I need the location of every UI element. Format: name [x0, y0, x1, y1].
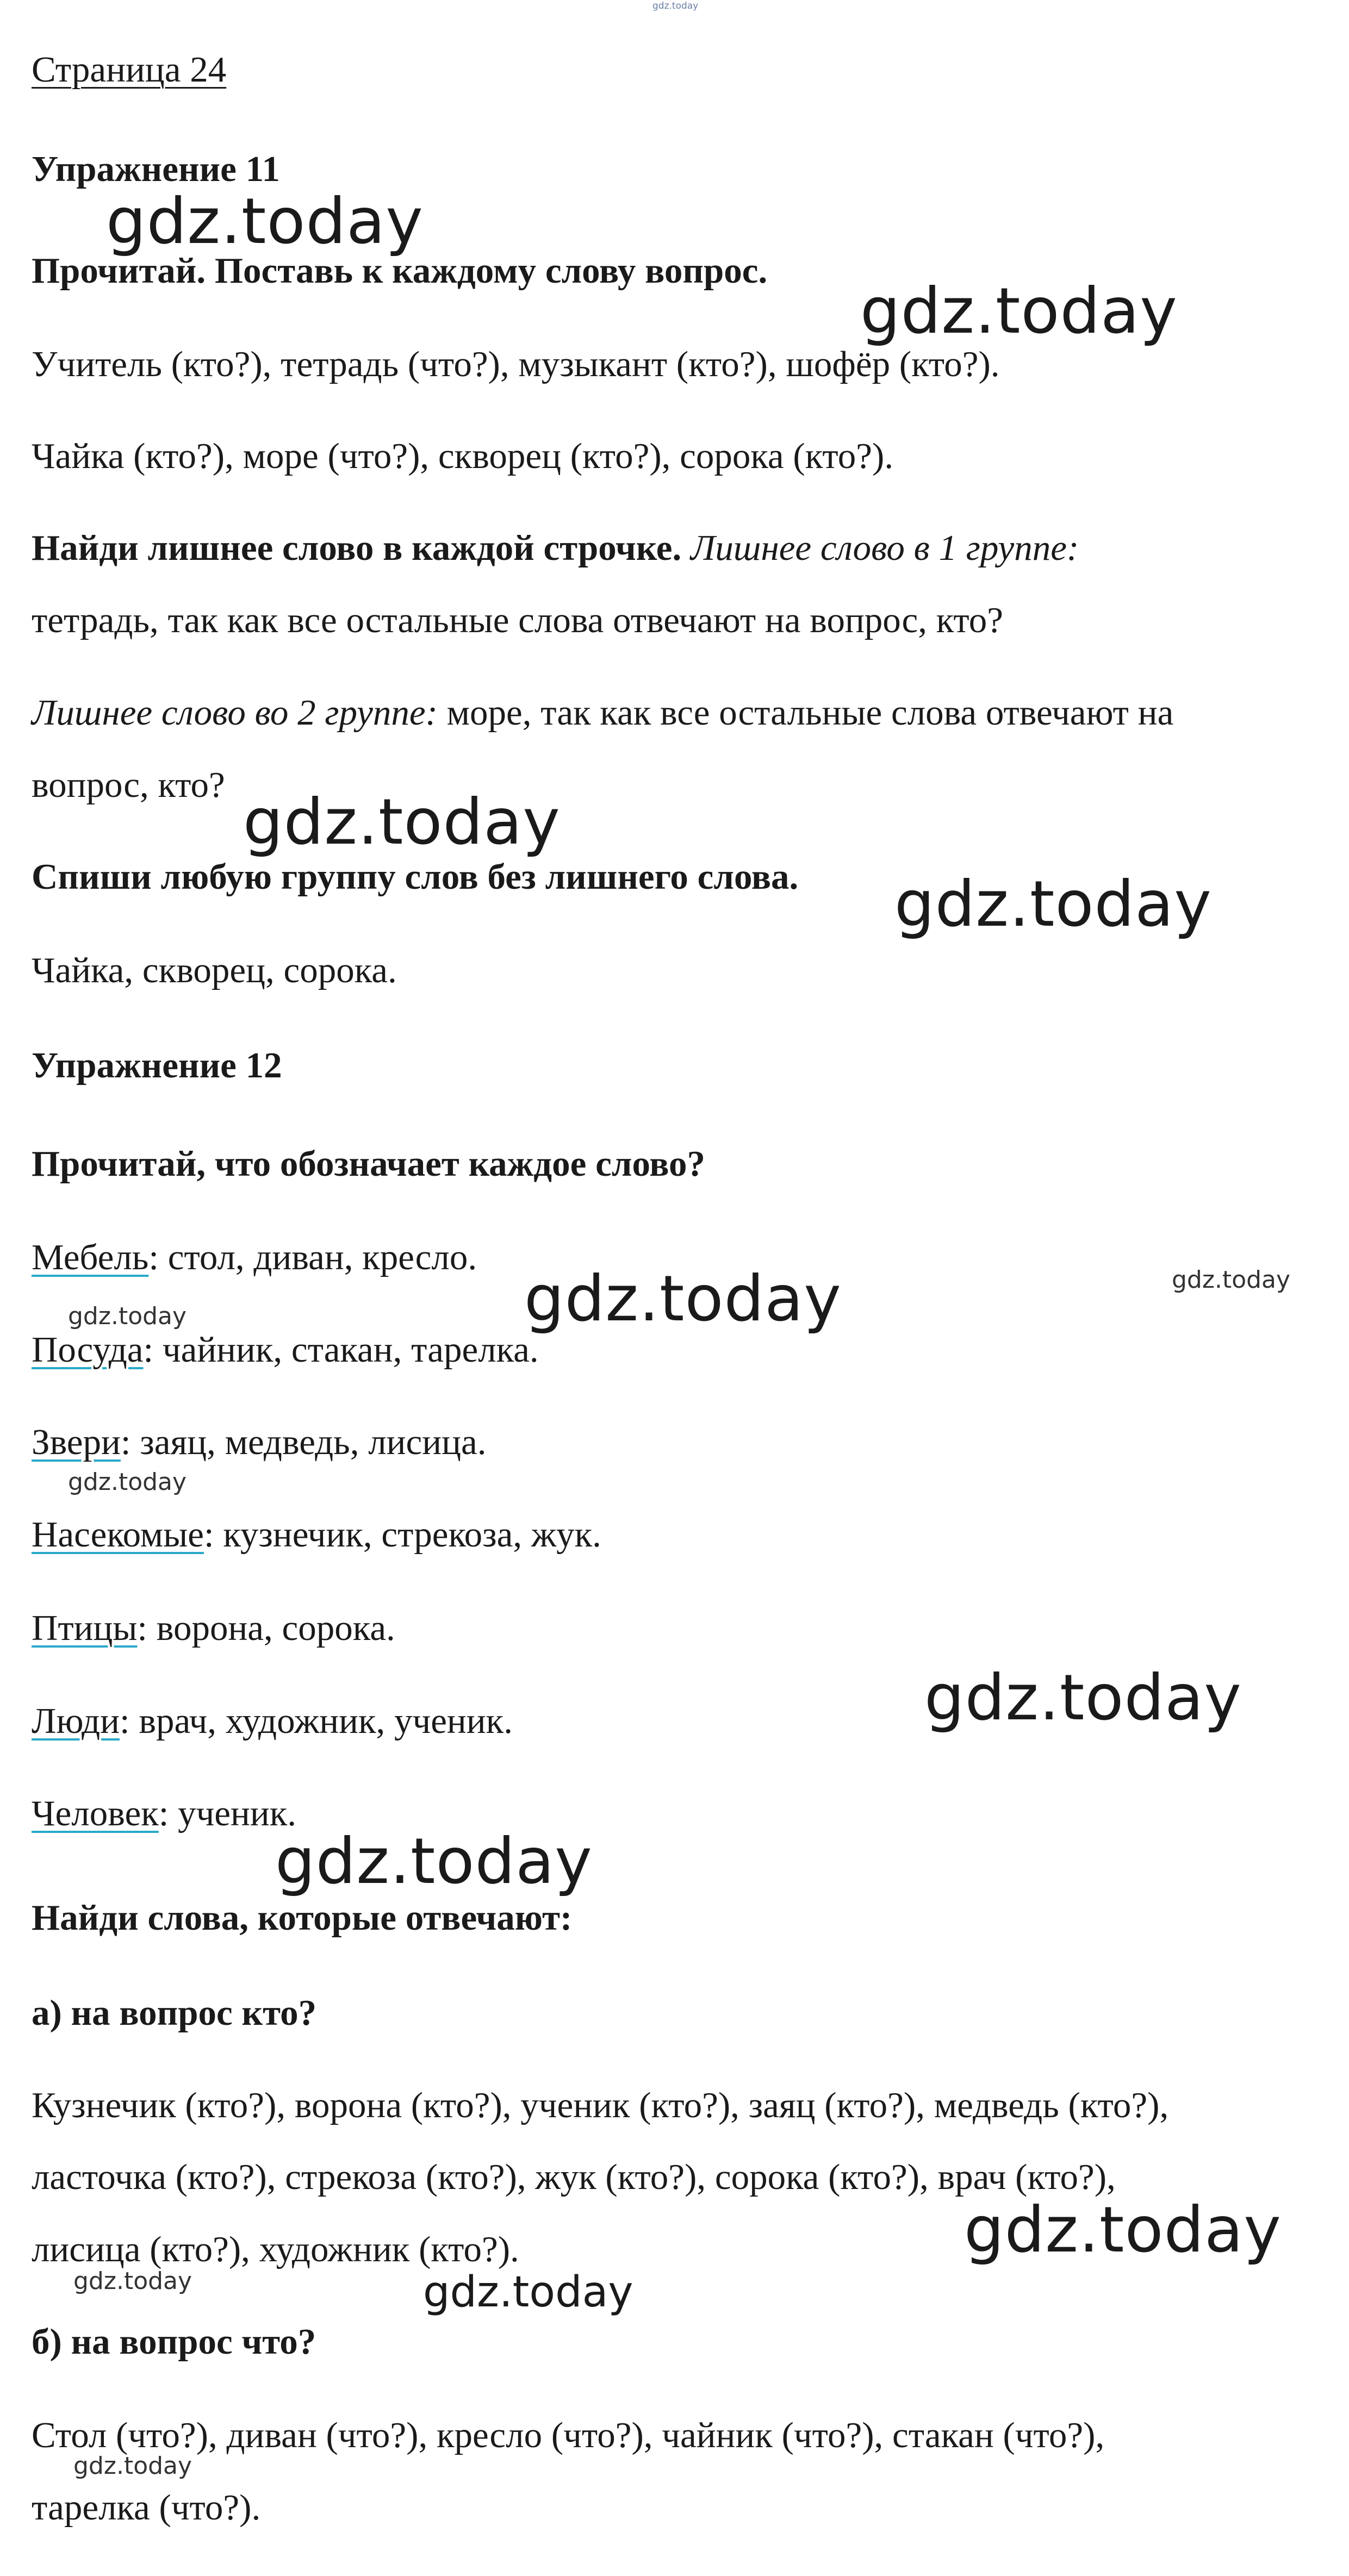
term-definition: : ученик.	[158, 1793, 297, 1833]
watermark-small: gdz.today	[68, 1302, 187, 1330]
answer-2-text: море, так как все остальные слова отвечают на	[446, 693, 1174, 733]
list-item	[32, 1239, 477, 1276]
term-link[interactable]: Посуда	[32, 1330, 144, 1370]
sub-a-line-1: Кузнечик (кто?), ворона (кто?), ученик (кто?), заяц (кто?), медведь (кто?),	[32, 2085, 1169, 2125]
exercise-11-answer-2-cont: вопрос, кто?	[32, 765, 225, 805]
list-item	[32, 1514, 601, 1555]
exercise-11-line-1: Учитель (кто?), тетрадь (что?), музыкант (кто?), шофёр (кто?).	[32, 344, 1000, 384]
list-item	[32, 1610, 395, 1646]
watermark-large: gdz.today	[894, 868, 1212, 941]
exercise-12-task-2: Найди слова, которые отвечают:	[32, 1898, 573, 1938]
list-item	[32, 1424, 486, 1461]
list-item	[32, 1703, 513, 1739]
term-definition: : врач, художник, ученик.	[120, 1701, 513, 1741]
watermark-large: gdz.today	[860, 275, 1178, 348]
term-link[interactable]: Звери	[32, 1422, 121, 1462]
list-item	[32, 1332, 539, 1368]
term-definition: : заяц, медведь, лисица.	[120, 1422, 487, 1462]
answer-2-italic: Лишнее слово во 2 группе:	[32, 693, 438, 733]
sub-a-line-2: ласточка (кто?), стрекоза (кто?), жук (кто?), сорока (кто?), врач (кто?),	[32, 2157, 1116, 2197]
exercise-12-title: Упражнение 12	[32, 1045, 282, 1086]
term-definition: : стол, диван, кресло.	[148, 1237, 477, 1277]
watermark-large: gdz.today	[924, 1661, 1242, 1735]
watermark-large: gdz.today	[524, 1262, 842, 1336]
sub-a-line-3: лисица (кто?), художник (кто?).	[32, 2229, 519, 2269]
exercise-12-sub-b: б) на вопрос что?	[32, 2322, 316, 2362]
exercise-12-sub-a: а) на вопрос кто?	[32, 1993, 317, 2033]
task-2-italic: Лишнее слово в 1 группе:	[691, 528, 1079, 568]
watermark-small: gdz.today	[1172, 1266, 1291, 1294]
sub-b-line-1: Стол (что?), диван (что?), кресло (что?), чайник (что?), стакан (что?),	[32, 2415, 1105, 2455]
watermark-small: gdz.today	[68, 1468, 187, 1496]
term-link[interactable]: Насекомые	[32, 1514, 204, 1555]
exercise-11-title: Упражнение 11	[32, 149, 280, 189]
term-link[interactable]: Люди	[32, 1701, 120, 1741]
exercise-11-answer-1: тетрадь, так как все остальные слова отвечают на вопрос, кто?	[32, 600, 1004, 640]
exercise-11-task-2	[32, 530, 1079, 566]
watermark-large: gdz.today	[106, 185, 424, 258]
exercise-11-line-2: Чайка (кто?), море (что?), скворец (кто?), сорока (кто?).	[32, 436, 894, 476]
term-link[interactable]: Птицы	[32, 1608, 138, 1648]
exercise-11-task-3: Спиши любую группу слов без лишнего слова.	[32, 857, 799, 897]
watermark-large: gdz.today	[243, 785, 561, 859]
term-link[interactable]: Человек	[32, 1793, 159, 1833]
watermark-medium: gdz.today	[423, 2268, 633, 2317]
term-link[interactable]: Мебель	[32, 1237, 149, 1277]
page-number: Страница 24	[32, 49, 227, 90]
exercise-11-answer-3: Чайка, скворец, сорока.	[32, 950, 397, 990]
term-definition: : ворона, сорока.	[137, 1608, 395, 1648]
exercise-11-answer-2	[32, 695, 1173, 731]
watermark-tiny: gdz.today	[652, 1, 699, 11]
term-definition: : чайник, стакан, тарелка.	[143, 1330, 539, 1370]
task-2-bold: Найди лишнее слово в каждой строчке.	[32, 528, 682, 568]
list-item	[32, 1795, 296, 1832]
watermark-small: gdz.today	[73, 2267, 192, 2295]
watermark-small: gdz.today	[73, 2452, 192, 2480]
watermark-large: gdz.today	[275, 1825, 593, 1898]
term-definition: : кузнечик, стрекоза, жук.	[203, 1514, 601, 1555]
watermark-large: gdz.today	[964, 2193, 1282, 2267]
sub-b-line-2: тарелка (что?).	[32, 2487, 261, 2528]
exercise-11-task-1: Прочитай. Поставь к каждому слову вопрос.	[32, 251, 768, 291]
exercise-12-task-1: Прочитай, что обозначает каждое слово?	[32, 1144, 706, 1184]
